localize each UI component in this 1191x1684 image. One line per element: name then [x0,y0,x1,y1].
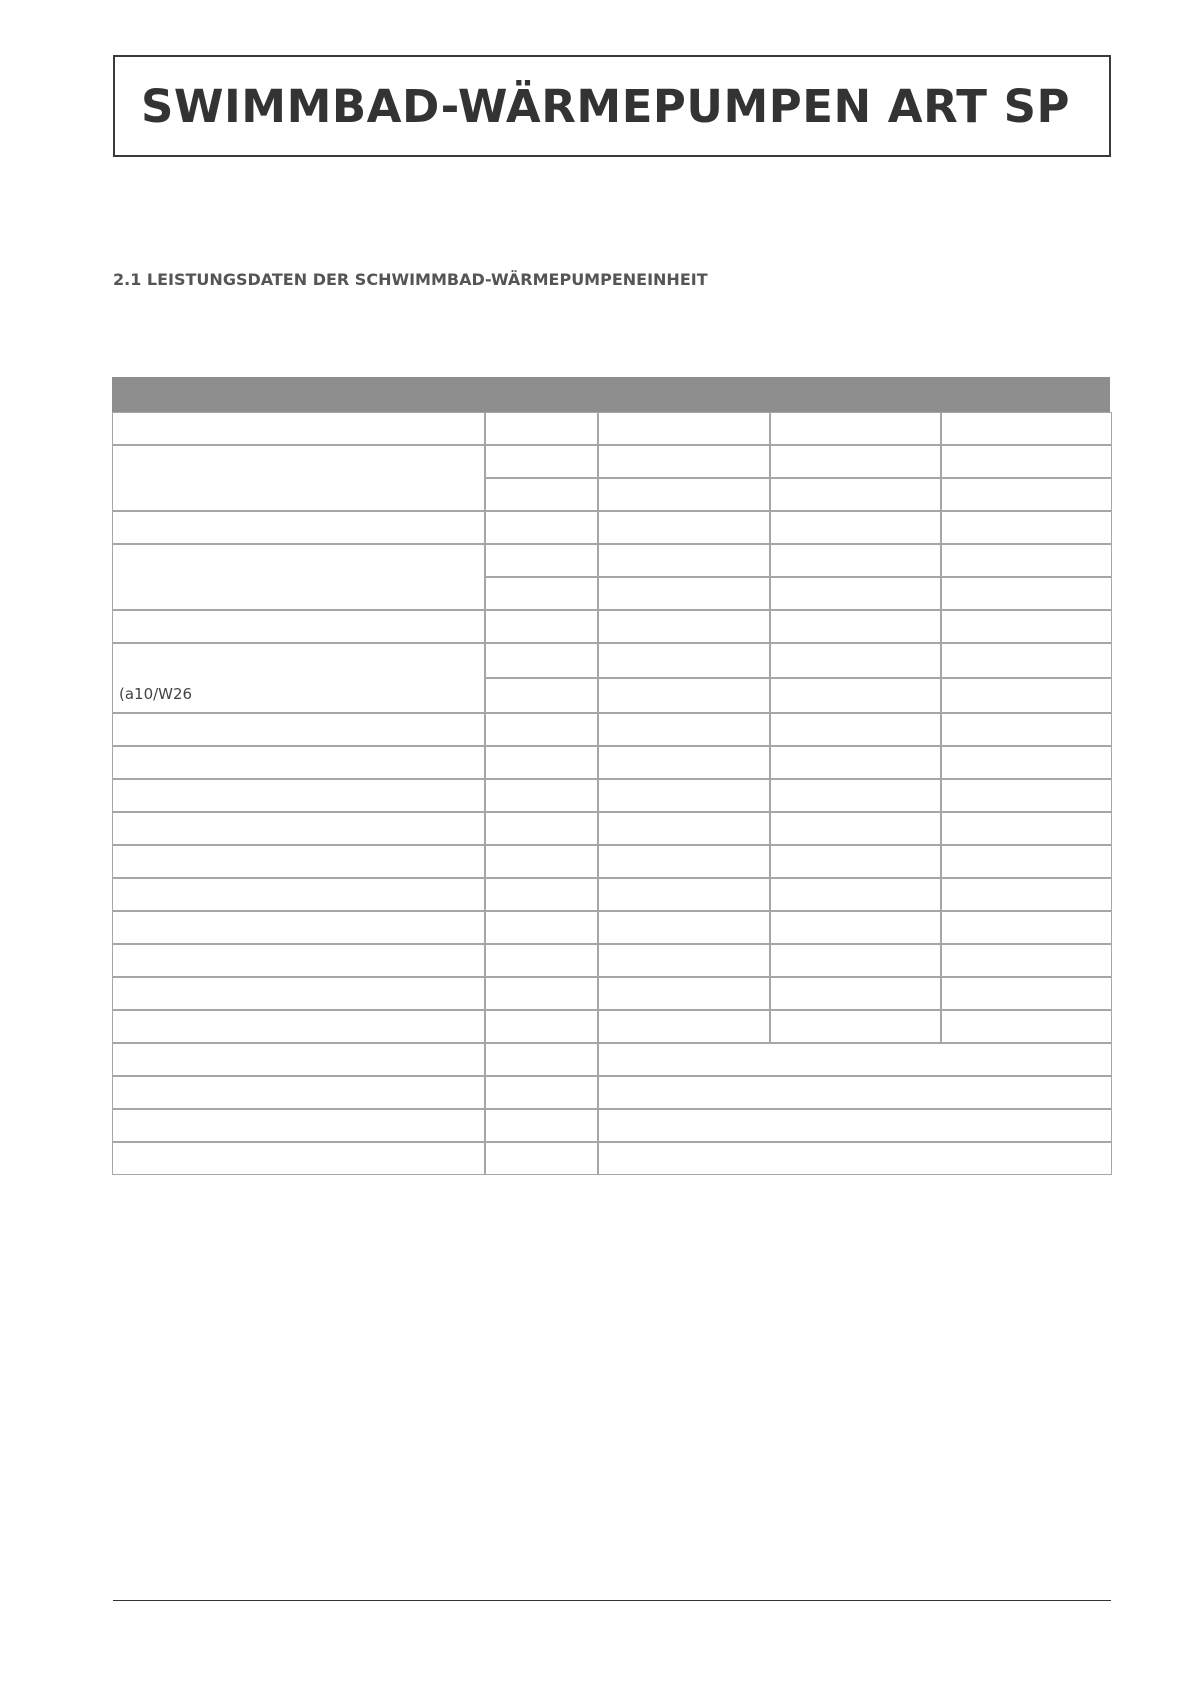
table-cell [940,844,1112,879]
table-cell [597,677,771,714]
table-cell [940,910,1112,945]
table-cell [940,576,1112,611]
table-label-cell [112,412,486,446]
table-cell [769,910,942,945]
table-cell [769,811,942,846]
table-cell [597,976,771,1011]
table-cell [940,477,1112,512]
table-cell [769,778,942,813]
table-cell [940,943,1112,978]
table-label-cell [112,1108,486,1143]
table-cell [597,943,771,978]
table-cell [597,1141,1112,1175]
table-cell [484,811,599,846]
table-cell [940,745,1112,780]
table-cell [597,712,771,747]
table-cell [940,677,1112,714]
table-cell [484,477,599,512]
table-cell [597,745,771,780]
table-cell [769,844,942,879]
table-cell [769,877,942,912]
table-label-cell: (a10/W26 [112,642,486,714]
table-cell [940,877,1112,912]
table-label-cell [112,811,486,846]
table-cell [484,543,599,578]
table-cell [940,609,1112,644]
table-cell [484,1141,599,1175]
table-cell [484,444,599,479]
table-cell [769,543,942,578]
table-cell [940,1009,1112,1044]
table-cell [769,444,942,479]
table-cell [769,412,942,446]
table-cell [597,543,771,578]
table-cell [940,412,1112,446]
table-label-cell [112,910,486,945]
table-cell [769,609,942,644]
section-heading: 2.1 LEISTUNGSDATEN DER SCHWIMMBAD-WÄRMEPUMPENEINHEIT [113,270,708,289]
table-label-cell [112,1075,486,1110]
table-label-cell [112,745,486,780]
table-label-cell [112,778,486,813]
table-cell [484,642,599,679]
table-cell [769,1009,942,1044]
table-cell [484,712,599,747]
table-cell [484,1042,599,1077]
table-cell [484,844,599,879]
table-label-cell [112,609,486,644]
table-cell [597,778,771,813]
table-cell [769,477,942,512]
table-label-cell [112,510,486,545]
table-cell [484,1108,599,1143]
table-label-cell [112,1042,486,1077]
table-cell [769,745,942,780]
table-cell [769,677,942,714]
table-cell [484,877,599,912]
table-cell [597,642,771,679]
table-cell [484,976,599,1011]
table-cell [597,811,771,846]
table-cell [940,444,1112,479]
table-cell [484,943,599,978]
table-label-cell [112,712,486,747]
table-cell [484,677,599,714]
table-cell [597,477,771,512]
table-label-cell [112,877,486,912]
table-cell [769,510,942,545]
table-cell [484,1075,599,1110]
table-label-cell [112,444,486,512]
table-cell [484,609,599,644]
table-cell [484,412,599,446]
table-cell [597,510,771,545]
table-cell [597,609,771,644]
table-cell [484,510,599,545]
table-cell [597,1009,771,1044]
table-cell [769,943,942,978]
table-cell [940,712,1112,747]
table-cell [597,444,771,479]
table-cell [769,576,942,611]
table-cell [484,1009,599,1044]
footer-divider [113,1600,1111,1601]
table-label-cell [112,543,486,611]
table-cell [484,745,599,780]
table-cell [769,712,942,747]
table-label-cell [112,976,486,1011]
table-cell [597,1108,1112,1143]
table-cell [940,543,1112,578]
table-cell [597,877,771,912]
table-cell [484,778,599,813]
table-cell [597,844,771,879]
table-cell [484,910,599,945]
table-cell [940,976,1112,1011]
table-cell [940,778,1112,813]
table-cell [597,1075,1112,1110]
table-label-cell [112,1141,486,1175]
table-cell [769,642,942,679]
document-title: SWIMMBAD-WÄRMEPUMPEN ART SP [141,79,1070,133]
table-cell [940,510,1112,545]
table-cell [940,811,1112,846]
table-cell [484,576,599,611]
table-header-bar [112,377,1110,412]
table-cell [597,910,771,945]
table-cell [940,642,1112,679]
table-label-cell [112,844,486,879]
table-cell [597,412,771,446]
table-cell [597,576,771,611]
table-cell [597,1042,1112,1077]
table-cell [769,976,942,1011]
table-label-cell [112,1009,486,1044]
table-label-cell [112,943,486,978]
